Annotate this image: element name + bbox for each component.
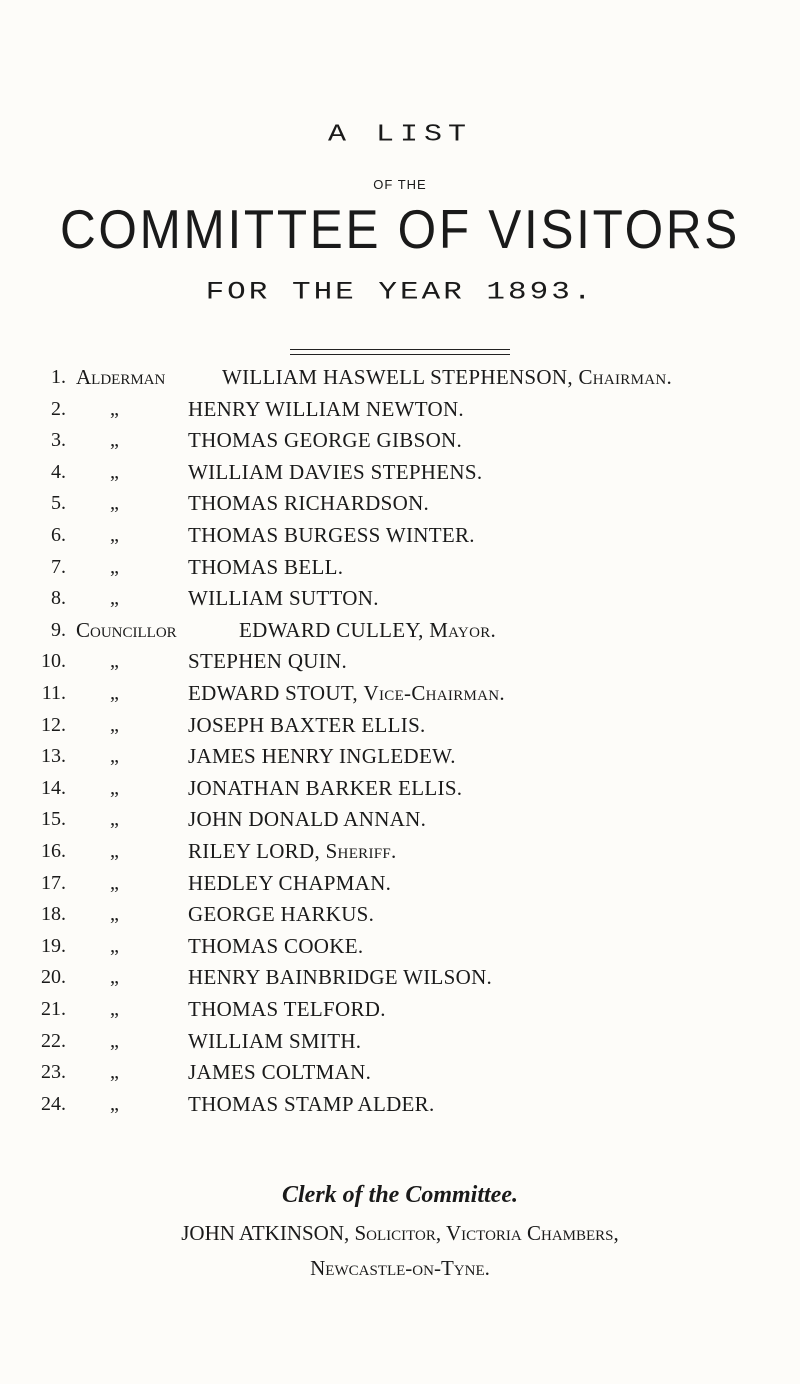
- member-name: [188, 710, 426, 740]
- member-name: [188, 804, 426, 834]
- member-number: 18.: [41, 903, 66, 926]
- member-name-text: JOSEPH BAXTER ELLIS.: [188, 712, 426, 737]
- member-name: [188, 646, 347, 676]
- member-role: Mayor.: [429, 617, 497, 642]
- member-rank: Councillor: [76, 617, 177, 642]
- member-name: [188, 741, 456, 771]
- ditto-mark: „: [110, 524, 119, 546]
- member-number: 1.: [51, 366, 66, 388]
- member-row: [0, 425, 800, 455]
- divider-rule-bottom: [290, 354, 510, 355]
- member-name-text: JAMES COLTMAN.: [188, 1060, 372, 1085]
- member-number: 6.: [51, 524, 66, 546]
- member-row: [0, 994, 800, 1024]
- member-row: [0, 615, 800, 645]
- member-row: [0, 457, 800, 487]
- ditto-mark: „: [110, 998, 119, 1020]
- member-name-text: THOMAS GEORGE GIBSON.: [188, 428, 463, 453]
- member-row: [0, 931, 800, 961]
- member-row: [0, 868, 800, 898]
- member-name-text: THOMAS STAMP ALDER.: [188, 1091, 435, 1116]
- member-name-text: EDWARD CULLEY,: [239, 617, 424, 642]
- member-name: [188, 583, 379, 613]
- member-number: 11.: [41, 682, 66, 704]
- member-row: [0, 1089, 800, 1119]
- member-number: 14.: [41, 776, 66, 799]
- ditto-mark: „: [110, 871, 119, 894]
- ditto-mark: „: [110, 429, 119, 452]
- ditto-mark: „: [110, 776, 119, 799]
- member-row: [0, 1026, 800, 1056]
- ditto-mark: „: [110, 1092, 119, 1115]
- member-number: 13.: [41, 745, 66, 768]
- title-year-line: FOR THE YEAR 1893.: [205, 278, 595, 307]
- clerk-location: Newcastle-on-Tyne.: [310, 1256, 490, 1280]
- member-row: [0, 710, 800, 740]
- member-number: 5.: [51, 492, 66, 515]
- member-row: [0, 394, 800, 424]
- member-number: 17.: [41, 871, 66, 894]
- member-name: [188, 457, 482, 487]
- member-name-text: GEORGE HARKUS.: [188, 902, 375, 927]
- member-number: 7.: [51, 555, 66, 578]
- member-name: [188, 1026, 361, 1056]
- member-name: [188, 1057, 371, 1087]
- member-number: 21.: [41, 998, 66, 1020]
- member-row: [0, 520, 800, 550]
- member-number: 2.: [51, 397, 66, 420]
- member-name: [188, 520, 475, 550]
- member-number: 16.: [41, 840, 66, 862]
- member-row: [0, 836, 800, 866]
- member-name: [188, 552, 343, 582]
- member-row: [0, 1057, 800, 1087]
- member-row: [0, 804, 800, 834]
- member-number: 4.: [51, 460, 66, 483]
- member-name-text: RILEY LORD,: [188, 839, 321, 863]
- member-number: 22.: [41, 1029, 66, 1052]
- member-row: [0, 678, 800, 708]
- member-name: [239, 615, 496, 645]
- member-role: Vice-Chairman.: [363, 681, 505, 705]
- member-number: 15.: [41, 808, 66, 831]
- member-row: [0, 488, 800, 518]
- member-number: 20.: [41, 966, 66, 989]
- member-name-text: JOHN DONALD ANNAN.: [188, 807, 427, 832]
- member-rank: Alderman: [76, 365, 166, 389]
- title-of-the: OF THE: [373, 177, 427, 192]
- member-number: 24.: [41, 1092, 66, 1115]
- member-number: 8.: [51, 587, 66, 610]
- ditto-mark: „: [110, 555, 119, 578]
- ditto-mark: „: [110, 808, 119, 831]
- member-number: 10.: [41, 650, 66, 673]
- ditto-mark: „: [110, 1029, 119, 1052]
- clerk-heading: Clerk of the Committee.: [282, 1182, 518, 1208]
- member-name-text: THOMAS COOKE.: [188, 933, 364, 958]
- member-name: [188, 425, 462, 455]
- member-name-text: WILLIAM HASWELL STEPHENSON,: [222, 365, 573, 389]
- member-name-text: WILLIAM SMITH.: [188, 1028, 362, 1053]
- ditto-mark: „: [110, 745, 119, 768]
- ditto-mark: „: [110, 460, 119, 483]
- member-role: Chairman.: [578, 365, 673, 389]
- member-name-text: JONATHAN BARKER ELLIS.: [188, 775, 463, 800]
- clerk-name: JOHN ATKINSON,: [181, 1221, 350, 1245]
- member-number: 12.: [41, 713, 66, 736]
- member-number: 9.: [51, 618, 66, 641]
- ditto-mark: „: [110, 587, 119, 610]
- member-role: Sheriff.: [325, 839, 397, 863]
- member-row: [0, 583, 800, 613]
- member-name: [188, 994, 386, 1024]
- member-name-text: HENRY BAINBRIDGE WILSON.: [188, 965, 493, 990]
- ditto-mark: „: [110, 713, 119, 736]
- member-name: [188, 773, 462, 803]
- member-name-text: HEDLEY CHAPMAN.: [188, 870, 392, 895]
- member-row: [0, 899, 800, 929]
- divider-rule-top: [290, 349, 510, 350]
- member-name: [188, 931, 363, 961]
- member-number: 3.: [51, 429, 66, 452]
- member-name-text: THOMAS RICHARDSON.: [188, 491, 430, 516]
- member-row: [0, 773, 800, 803]
- member-number: 19.: [41, 934, 66, 957]
- member-name-text: THOMAS BELL.: [188, 554, 344, 579]
- member-row: [0, 962, 800, 992]
- member-name-text: JAMES HENRY INGLEDEW.: [188, 744, 456, 769]
- member-row: [0, 552, 800, 582]
- member-name: [188, 868, 391, 898]
- member-name: [188, 1089, 435, 1119]
- member-name: [188, 899, 374, 929]
- member-name: [188, 488, 429, 518]
- member-name-text: HENRY WILLIAM NEWTON.: [188, 396, 464, 421]
- clerk-details: Solicitor, Victoria Chambers,: [354, 1221, 619, 1245]
- ditto-mark: „: [110, 397, 119, 420]
- member-name: [188, 678, 505, 708]
- ditto-mark: „: [110, 650, 119, 673]
- ditto-mark: „: [110, 1061, 119, 1084]
- member-row: [0, 646, 800, 676]
- ditto-mark: „: [110, 492, 119, 515]
- ditto-mark: „: [110, 966, 119, 989]
- member-name: [188, 962, 492, 992]
- clerk-line: [0, 1221, 800, 1246]
- member-name-text: EDWARD STOUT,: [188, 681, 358, 705]
- title-a-list: A LIST: [327, 121, 473, 149]
- ditto-mark: „: [110, 840, 119, 862]
- member-name-text: THOMAS TELFORD.: [188, 997, 386, 1021]
- member-name: [222, 362, 672, 392]
- member-name-text: WILLIAM DAVIES STEPHENS.: [188, 459, 483, 484]
- member-name: [188, 836, 397, 866]
- member-number: 23.: [41, 1061, 66, 1084]
- member-row: [0, 362, 800, 392]
- ditto-mark: „: [110, 682, 119, 704]
- ditto-mark: „: [110, 934, 119, 957]
- member-name: [188, 394, 464, 424]
- title-main: COMMITTEE OF VISITORS: [59, 198, 741, 260]
- member-name-text: STEPHEN QUIN.: [188, 649, 348, 674]
- ditto-mark: „: [110, 903, 119, 926]
- member-name-text: THOMAS BURGESS WINTER.: [188, 523, 475, 547]
- member-name-text: WILLIAM SUTTON.: [188, 586, 379, 611]
- member-row: [0, 741, 800, 771]
